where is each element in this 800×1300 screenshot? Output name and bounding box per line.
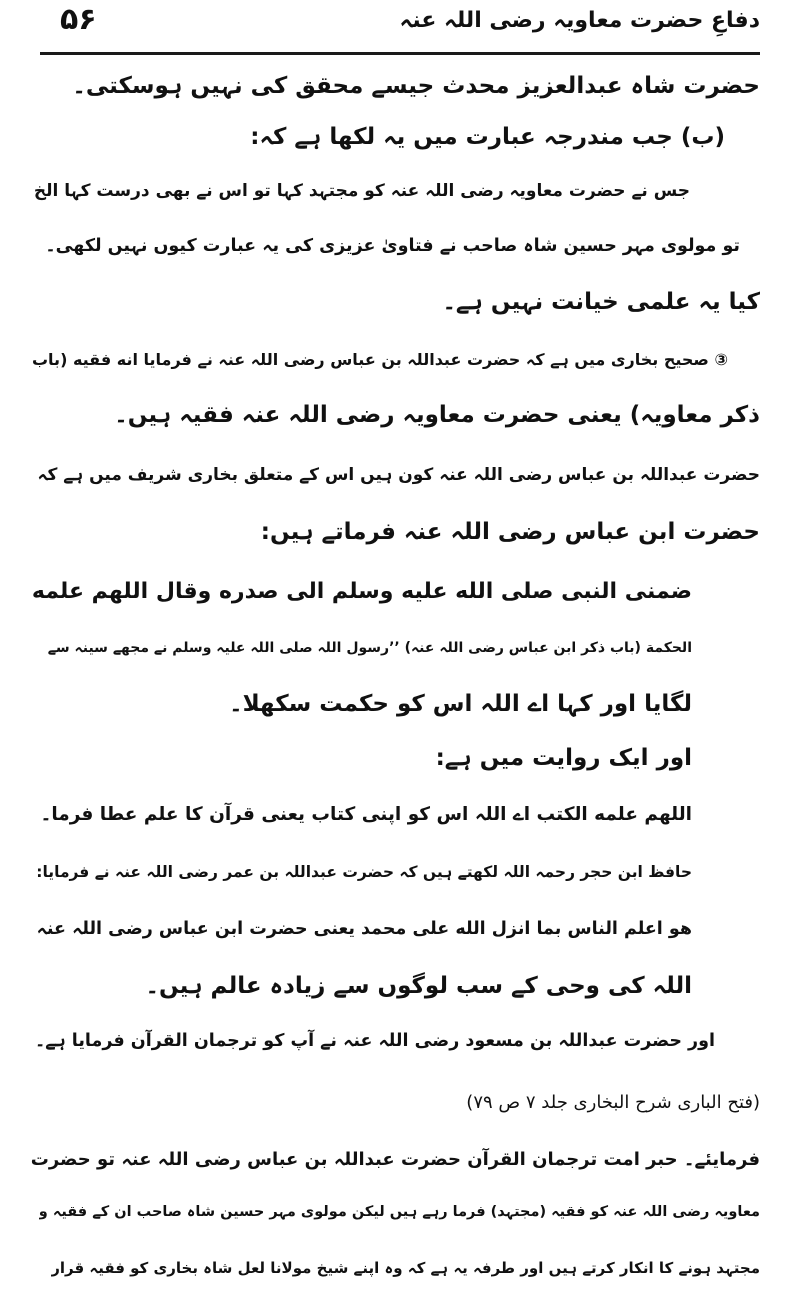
text-line: ذکر معاویہ) یعنی حضرت معاویہ رضی اللہ عنہ فقیہ ہیں۔: [114, 402, 760, 428]
text-line: ضمنی النبی صلی الله علیه وسلم الی صدره وقال اللهم علمه: [31, 579, 692, 604]
text-line: اللهم علمه الکتب اے اللہ اس کو اپنی کتاب یعنی قرآن کا علم عطا فرما۔: [40, 804, 692, 825]
text-line: اور ایک روایت میں ہے:: [435, 745, 692, 771]
text-line: حافظ ابن حجر رحمہ اللہ لکھتے ہیں کہ حضرت عبداللہ بن عمر رضی اللہ عنہ نے فرمایا:: [36, 863, 692, 881]
citation-reference: (فتح الباری شرح البخاری جلد ۷ ص ۷۹): [466, 1092, 760, 1113]
text-line: کیا یہ علمی خیانت نہیں ہے۔: [442, 289, 760, 315]
text-line: هو اعلم الناس بما انزل الله علی محمد یعنی حضرت ابن عباس رضی اللہ عنہ: [36, 919, 692, 939]
text-line: ③ صحیح بخاری میں ہے کہ حضرت عبداللہ بن عباس رضی اللہ عنہ نے فرمایا انه فقیه (باب: [31, 350, 728, 369]
text-line: (ب) جب مندرجہ عبارت میں یہ لکھا ہے کہ:: [250, 124, 725, 150]
text-line: فرمایئے۔ حبر امت ترجمان القرآن حضرت عبداللہ بن عباس رضی اللہ عنہ تو حضرت: [30, 1149, 760, 1170]
text-line: حضرت عبداللہ بن عباس رضی اللہ عنہ کون ہیں اس کے متعلق بخاری شریف میں ہے کہ: [37, 465, 760, 485]
text-line: جس نے حضرت معاویہ رضی اللہ عنہ کو مجتہد کہا تو اس نے بھی درست کہا الخ: [33, 181, 690, 201]
running-title: دفاعِ حضرت معاویہ رضی اللہ عنہ: [399, 8, 760, 33]
text-line: حضرت ابن عباس رضی اللہ عنہ فرماتے ہیں:: [260, 519, 760, 545]
text-line: اللہ کی وحی کے سب لوگوں سے زیادہ عالم ہیں۔: [145, 973, 692, 999]
text-line: مجتہد ہونے کا انکار کرتے ہیں اور طرفہ یہ ہے کہ وہ اپنے شیخ مولانا لعل شاہ بخاری کو فقیہ قرار: [51, 1259, 760, 1277]
page-number: ۵۶: [60, 2, 97, 37]
text-line: اور حضرت عبداللہ بن مسعود رضی اللہ عنہ نے آپ کو ترجمان القرآن فرمایا ہے۔: [34, 1031, 715, 1051]
text-line: حضرت شاہ عبدالعزیز محدث جیسے محقق کی نہیں ہوسکتی۔: [72, 73, 760, 99]
text-line: معاویہ رضی اللہ عنہ کو فقیہ (مجتہد) فرما رہے ہیں لیکن مولوی مہر حسین شاہ صاحب ان کے فقیہ و: [38, 1204, 760, 1220]
page-header: [40, 0, 760, 55]
text-line: لگایا اور کہا اے اللہ اس کو حکمت سکھلا۔: [229, 691, 692, 717]
text-line: الحکمة (باب ذکر ابن عباس رضی اللہ عنہ) ’’رسول اللہ صلی اللہ علیہ وسلم نے مجھے سینہ سے: [47, 640, 692, 656]
text-line: تو مولوی مہر حسین شاہ صاحب نے فتاویٰ عزیزی کی یہ عبارت کیوں نہیں لکھی۔: [45, 236, 740, 256]
